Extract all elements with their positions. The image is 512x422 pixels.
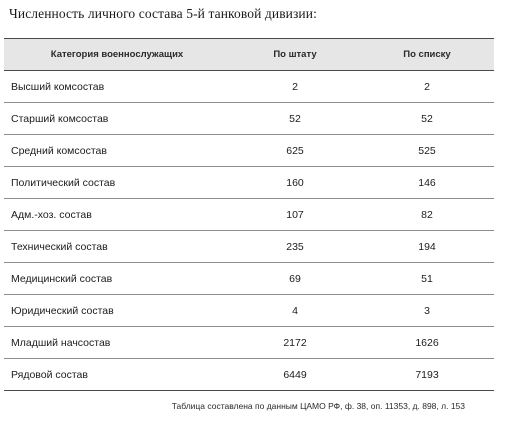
row-category: Адм.-хоз. состав <box>4 199 230 231</box>
source-note: Таблица составлена по данным ЦАМО РФ, ф. 38, оп. 11353, д. 898, л. 153 <box>171 401 465 411</box>
personnel-table <box>4 38 494 391</box>
table-row <box>4 263 494 295</box>
row-category: Младший начсостав <box>4 327 230 359</box>
table-row <box>4 327 494 359</box>
row-by-staff: 107 <box>230 199 360 231</box>
row-category: Юридический состав <box>4 295 230 327</box>
row-by-staff: 4 <box>230 295 360 327</box>
row-by-list: 1626 <box>360 327 494 359</box>
row-category: Высший комсостав <box>4 71 230 103</box>
row-category: Старший комсостав <box>4 103 230 135</box>
row-by-list: 146 <box>360 167 494 199</box>
table-row <box>4 135 494 167</box>
table-row <box>4 103 494 135</box>
row-by-staff: 235 <box>230 231 360 263</box>
row-by-list: 51 <box>360 263 494 295</box>
table-row <box>4 199 494 231</box>
column-header-category: Категория военнослужащих <box>4 39 230 71</box>
table-row <box>4 295 494 327</box>
row-by-staff: 160 <box>230 167 360 199</box>
row-by-list: 2 <box>360 71 494 103</box>
row-by-list: 194 <box>360 231 494 263</box>
row-by-staff: 625 <box>230 135 360 167</box>
table-row <box>4 231 494 263</box>
row-by-list: 52 <box>360 103 494 135</box>
table-header-row <box>4 39 494 71</box>
page-title: Численность личного состава 5-й танковой дивизии: <box>9 6 317 21</box>
row-by-staff: 2172 <box>230 327 360 359</box>
row-by-staff: 2 <box>230 71 360 103</box>
row-category: Политический состав <box>4 167 230 199</box>
row-by-list: 3 <box>360 295 494 327</box>
row-category: Рядовой состав <box>4 359 230 391</box>
personnel-table-container <box>4 38 494 391</box>
row-by-staff: 52 <box>230 103 360 135</box>
row-category: Технический состав <box>4 231 230 263</box>
column-header-by-staff: По штату <box>230 39 360 71</box>
row-by-staff: 6449 <box>230 359 360 391</box>
row-by-staff: 69 <box>230 263 360 295</box>
row-category: Медицинский состав <box>4 263 230 295</box>
table-header <box>4 39 494 71</box>
row-category: Средний комсостав <box>4 135 230 167</box>
row-by-list: 82 <box>360 199 494 231</box>
row-by-list: 525 <box>360 135 494 167</box>
table-body <box>4 71 494 391</box>
table-row <box>4 71 494 103</box>
row-by-list: 7193 <box>360 359 494 391</box>
table-row <box>4 167 494 199</box>
table-row <box>4 359 494 391</box>
column-header-by-list: По списку <box>360 39 494 71</box>
